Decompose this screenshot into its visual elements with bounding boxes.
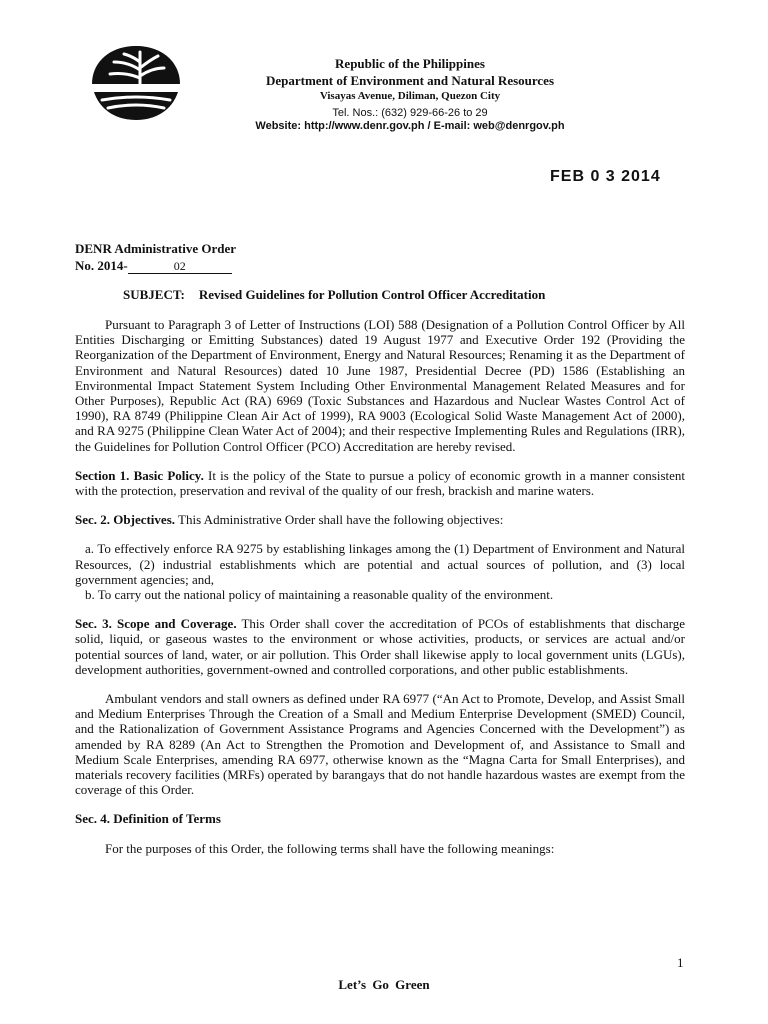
objective-a: a. To effectively enforce RA 9275 by establishing linkages among the (1) Department of Environment and Natural Resources, (2) industrial establishments which are potential and actual sources of pollution, and (3) local government agencies; and, (75, 541, 685, 587)
document-body (75, 317, 685, 856)
subject-text: Revised Guidelines for Pollution Control Officer Accreditation (198, 287, 546, 302)
letterhead-department: Department of Environment and Natural Resources (265, 73, 555, 88)
letterhead (200, 56, 620, 132)
section-1 (75, 468, 685, 498)
section-2-heading: Sec. 2. Objectives. (75, 512, 176, 528)
section-3-text: This Order shall cover the accreditation of PCOs of establishments that discharge solid, liquid, or gaseous wastes to the environment or whose activities, products, or services are actual and/or potential sources of land, water, or air pollution. This Order shall likewise apply to local government units (LGUs), development authorities, government-owned and controlled corporations, and other public establishments. (75, 616, 686, 677)
footer-slogan: Let’s Go Green (338, 977, 430, 992)
subject-line (123, 287, 545, 303)
section-2 (75, 512, 685, 527)
letterhead-address: Visayas Avenue, Diliman, Quezon City (319, 90, 501, 102)
order-number-prefix: No. 2014- (75, 258, 128, 273)
objective-b: b. To carry out the national policy of maintaining a reasonable quality of the environment. (85, 587, 554, 603)
section-1-text: It is the policy of the State to pursue a policy of economic growth in a manner consistent with the protection, preservation and revival of the quality of our fresh, brackish and marine waters. (75, 467, 685, 499)
letterhead-phone: Tel. Nos.: (632) 929-66-26 to 29 (332, 107, 488, 119)
section-3-heading: Sec. 3. Scope and Coverage. (75, 616, 237, 632)
section-3-paragraph-2: Ambulant vendors and stall owners as defined under RA 6977 (“An Act to Promote, Develop, and Assist Small and Medium Enterprises Through the Creation of a Small and Medium Enterprise Development (SMED) Council, and the Rationalization of Government Assistance Programs and Agencies Concerned with the Development”) as amended by RA 8289 (An Act to Strengthen the Promotion and Development of, and Assistance to Small and Medium Scale Enterprises, amending RA 6977, otherwise known as the “Magna Carta for Small Enterprises), and materials recovery facilities (MRFs) operated by barangays that do not handle hazardous wastes are exempt from the coverage of this Order. (75, 691, 685, 798)
section-2-text: This Administrative Order shall have the following objectives: (178, 512, 504, 528)
denr-seal-icon (88, 44, 184, 122)
date-stamp: FEB 0 3 2014 (550, 168, 661, 185)
order-number-value: 02 (128, 259, 232, 274)
page-number: 1 (677, 955, 684, 970)
section-4-text: For the purposes of this Order, the following terms shall have the following meanings: (105, 840, 555, 856)
section-1-heading: Section 1. Basic Policy. (75, 467, 204, 483)
intro-paragraph: Pursuant to Paragraph 3 of Letter of Instructions (LOI) 588 (Designation of a Pollution Control Officer by All Entities Discharging or Emitting Substances) dated 19 August 1977 and Executive Order 192 (Providing the Reorganization of the Department of Environment, Energy and Natural Resources; Renaming it as the Department of Environment and Natural Resources) dated 10 June 1987, Presidential Decree (PD) 1586 (Establishing an Environmental Impact Statement System Including Other Environmental Management Related Measures and for Other Purposes), Republic Act (RA) 6969 (Toxic Substances and Hazardous and Nuclear Wastes Control Act of 1990), RA 8749 (Philippine Clean Air Act of 1999), RA 9003 (Ecological Solid Waste Management Act of 2000), and RA 9275 (Philippine Clean Water Act of 2004); and their respective Implementing Rules and Regulations (IRR), the Guidelines for Pollution Control Officer (PCO) Accreditation are hereby revised. (75, 317, 685, 454)
section-3 (75, 616, 685, 677)
order-number (75, 258, 232, 274)
letterhead-country: Republic of the Philippines (335, 56, 485, 71)
section-4-heading: Sec. 4. Definition of Terms (75, 811, 221, 827)
letterhead-website: Website: http://www.denr.gov.ph / E-mail: web@denrgov.ph (255, 120, 565, 132)
order-title: DENR Administrative Order (75, 241, 237, 256)
subject-label: SUBJECT: (123, 287, 185, 302)
